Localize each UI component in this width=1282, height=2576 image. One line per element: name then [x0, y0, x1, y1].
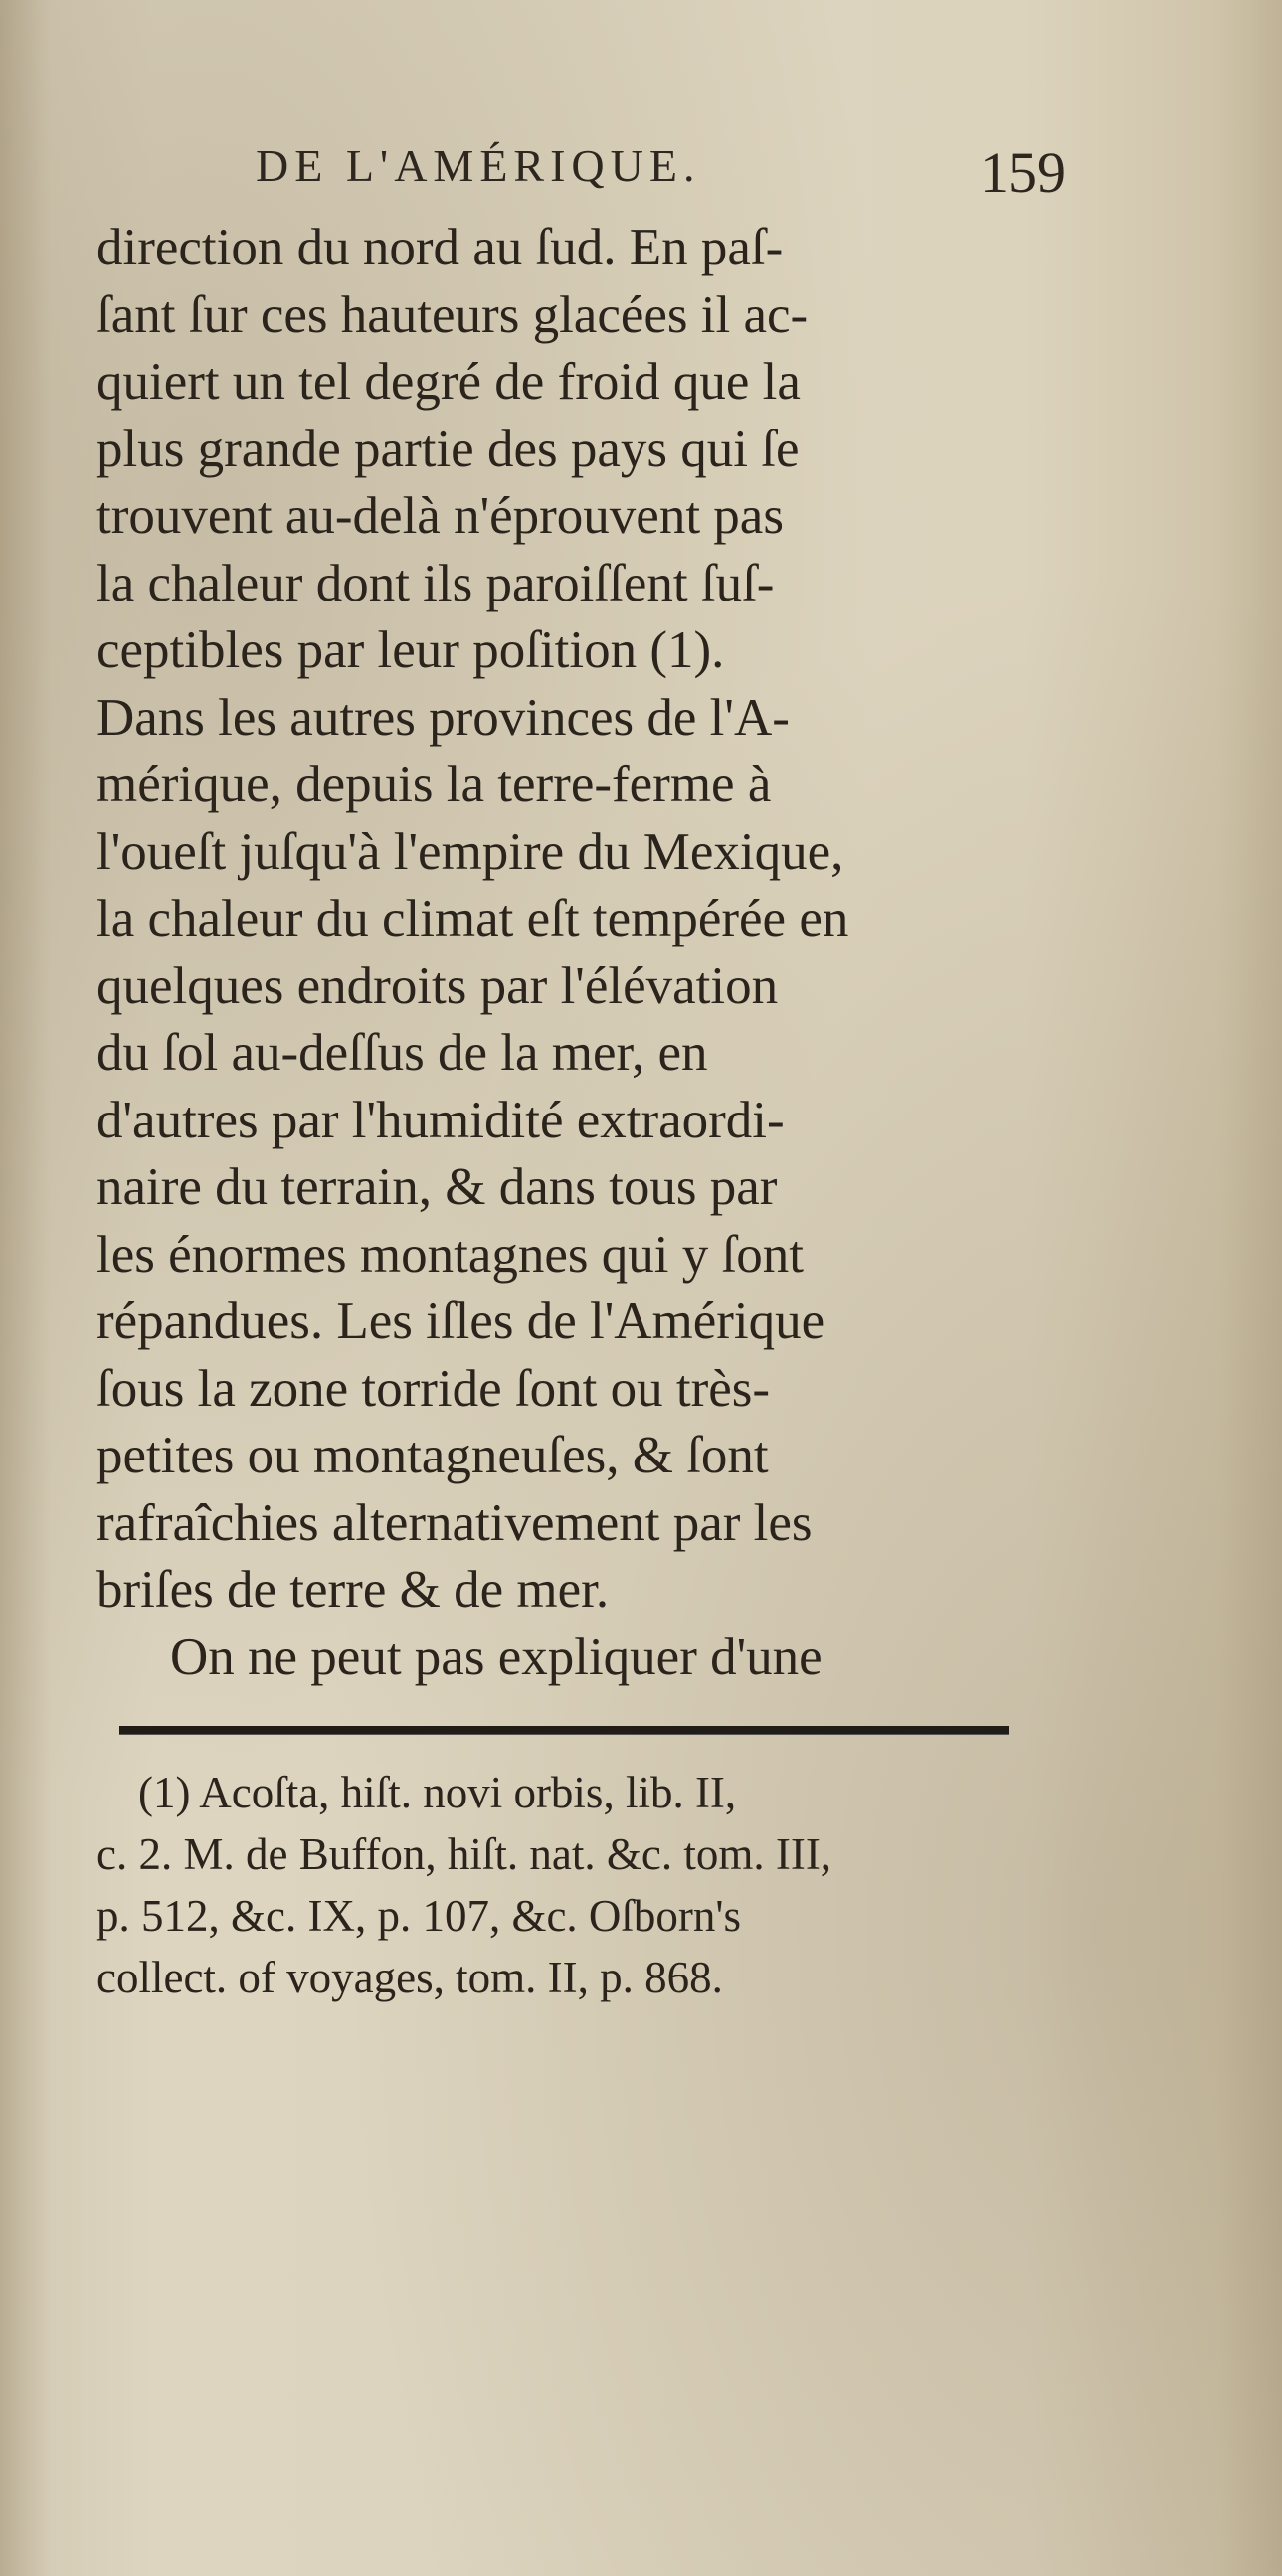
running-title: DE L'AMÉRIQUE. — [256, 140, 701, 191]
page-header — [96, 139, 1066, 205]
text-line: petites ou montagneuſes, & ſont — [96, 1427, 769, 1484]
text-line: d'autres par l'humidité extraordi- — [96, 1091, 785, 1149]
text-line: ſant ſur ces hauteurs glacées il ac- — [96, 285, 809, 344]
text-line: ceptibles par leur poſition (1). — [96, 621, 725, 679]
text-line: Dans les autres provinces de l'A- — [96, 688, 790, 747]
text-line: quiert un tel degré de froid que la — [96, 353, 801, 411]
text-line: quelques endroits par l'élévation — [96, 956, 779, 1015]
footnote-rule — [119, 1726, 1009, 1735]
footnotes — [96, 1762, 1031, 2008]
footnote-line: c. 2. M. de Buffon, hiſt. nat. &c. tom. III, — [96, 1829, 832, 1879]
text-line: la chaleur dont ils paroiſſent ſuſ- — [96, 554, 775, 612]
text-line: répandues. Les iſles de l'Amérique — [96, 1292, 825, 1350]
text-line: briſes de terre & de mer. — [96, 1561, 610, 1619]
text-line: naire du terrain, & dans tous par — [96, 1158, 778, 1216]
text-line: direction du nord au ſud. En paſ- — [96, 219, 784, 276]
text-line: la chaleur du climat eſt tempérée en — [96, 890, 849, 947]
footnote-line: (1) Acoſta, hiſt. novi orbis, lib. II, — [138, 1768, 737, 1817]
text-line: plus grande partie des pays qui ſe — [96, 420, 800, 478]
text-line: l'oueſt juſqu'à l'empire du Mexique, — [96, 822, 844, 881]
text-line: trouvent au-delà n'éprouvent pas — [96, 487, 784, 545]
text-line: ſous la zone torride ſont ou très- — [96, 1359, 771, 1418]
page-number: 159 — [980, 140, 1066, 205]
text-line: rafraîchies alternativement par les — [96, 1493, 813, 1552]
text-line: du ſol au-deſſus de la mer, en — [96, 1024, 708, 1082]
footnote-line: collect. of voyages, tom. II, p. 868. — [96, 1953, 723, 2002]
footnote-line: p. 512, &c. IX, p. 107, &c. Oſborn's — [96, 1891, 742, 1941]
text-line: les énormes montagnes qui y ſont — [96, 1225, 804, 1284]
body-text — [96, 215, 1031, 1691]
paragraph-start-line: On ne peut pas expliquer d'une — [170, 1628, 823, 1686]
text-line: mérique, depuis la terre-ferme à — [96, 756, 772, 813]
